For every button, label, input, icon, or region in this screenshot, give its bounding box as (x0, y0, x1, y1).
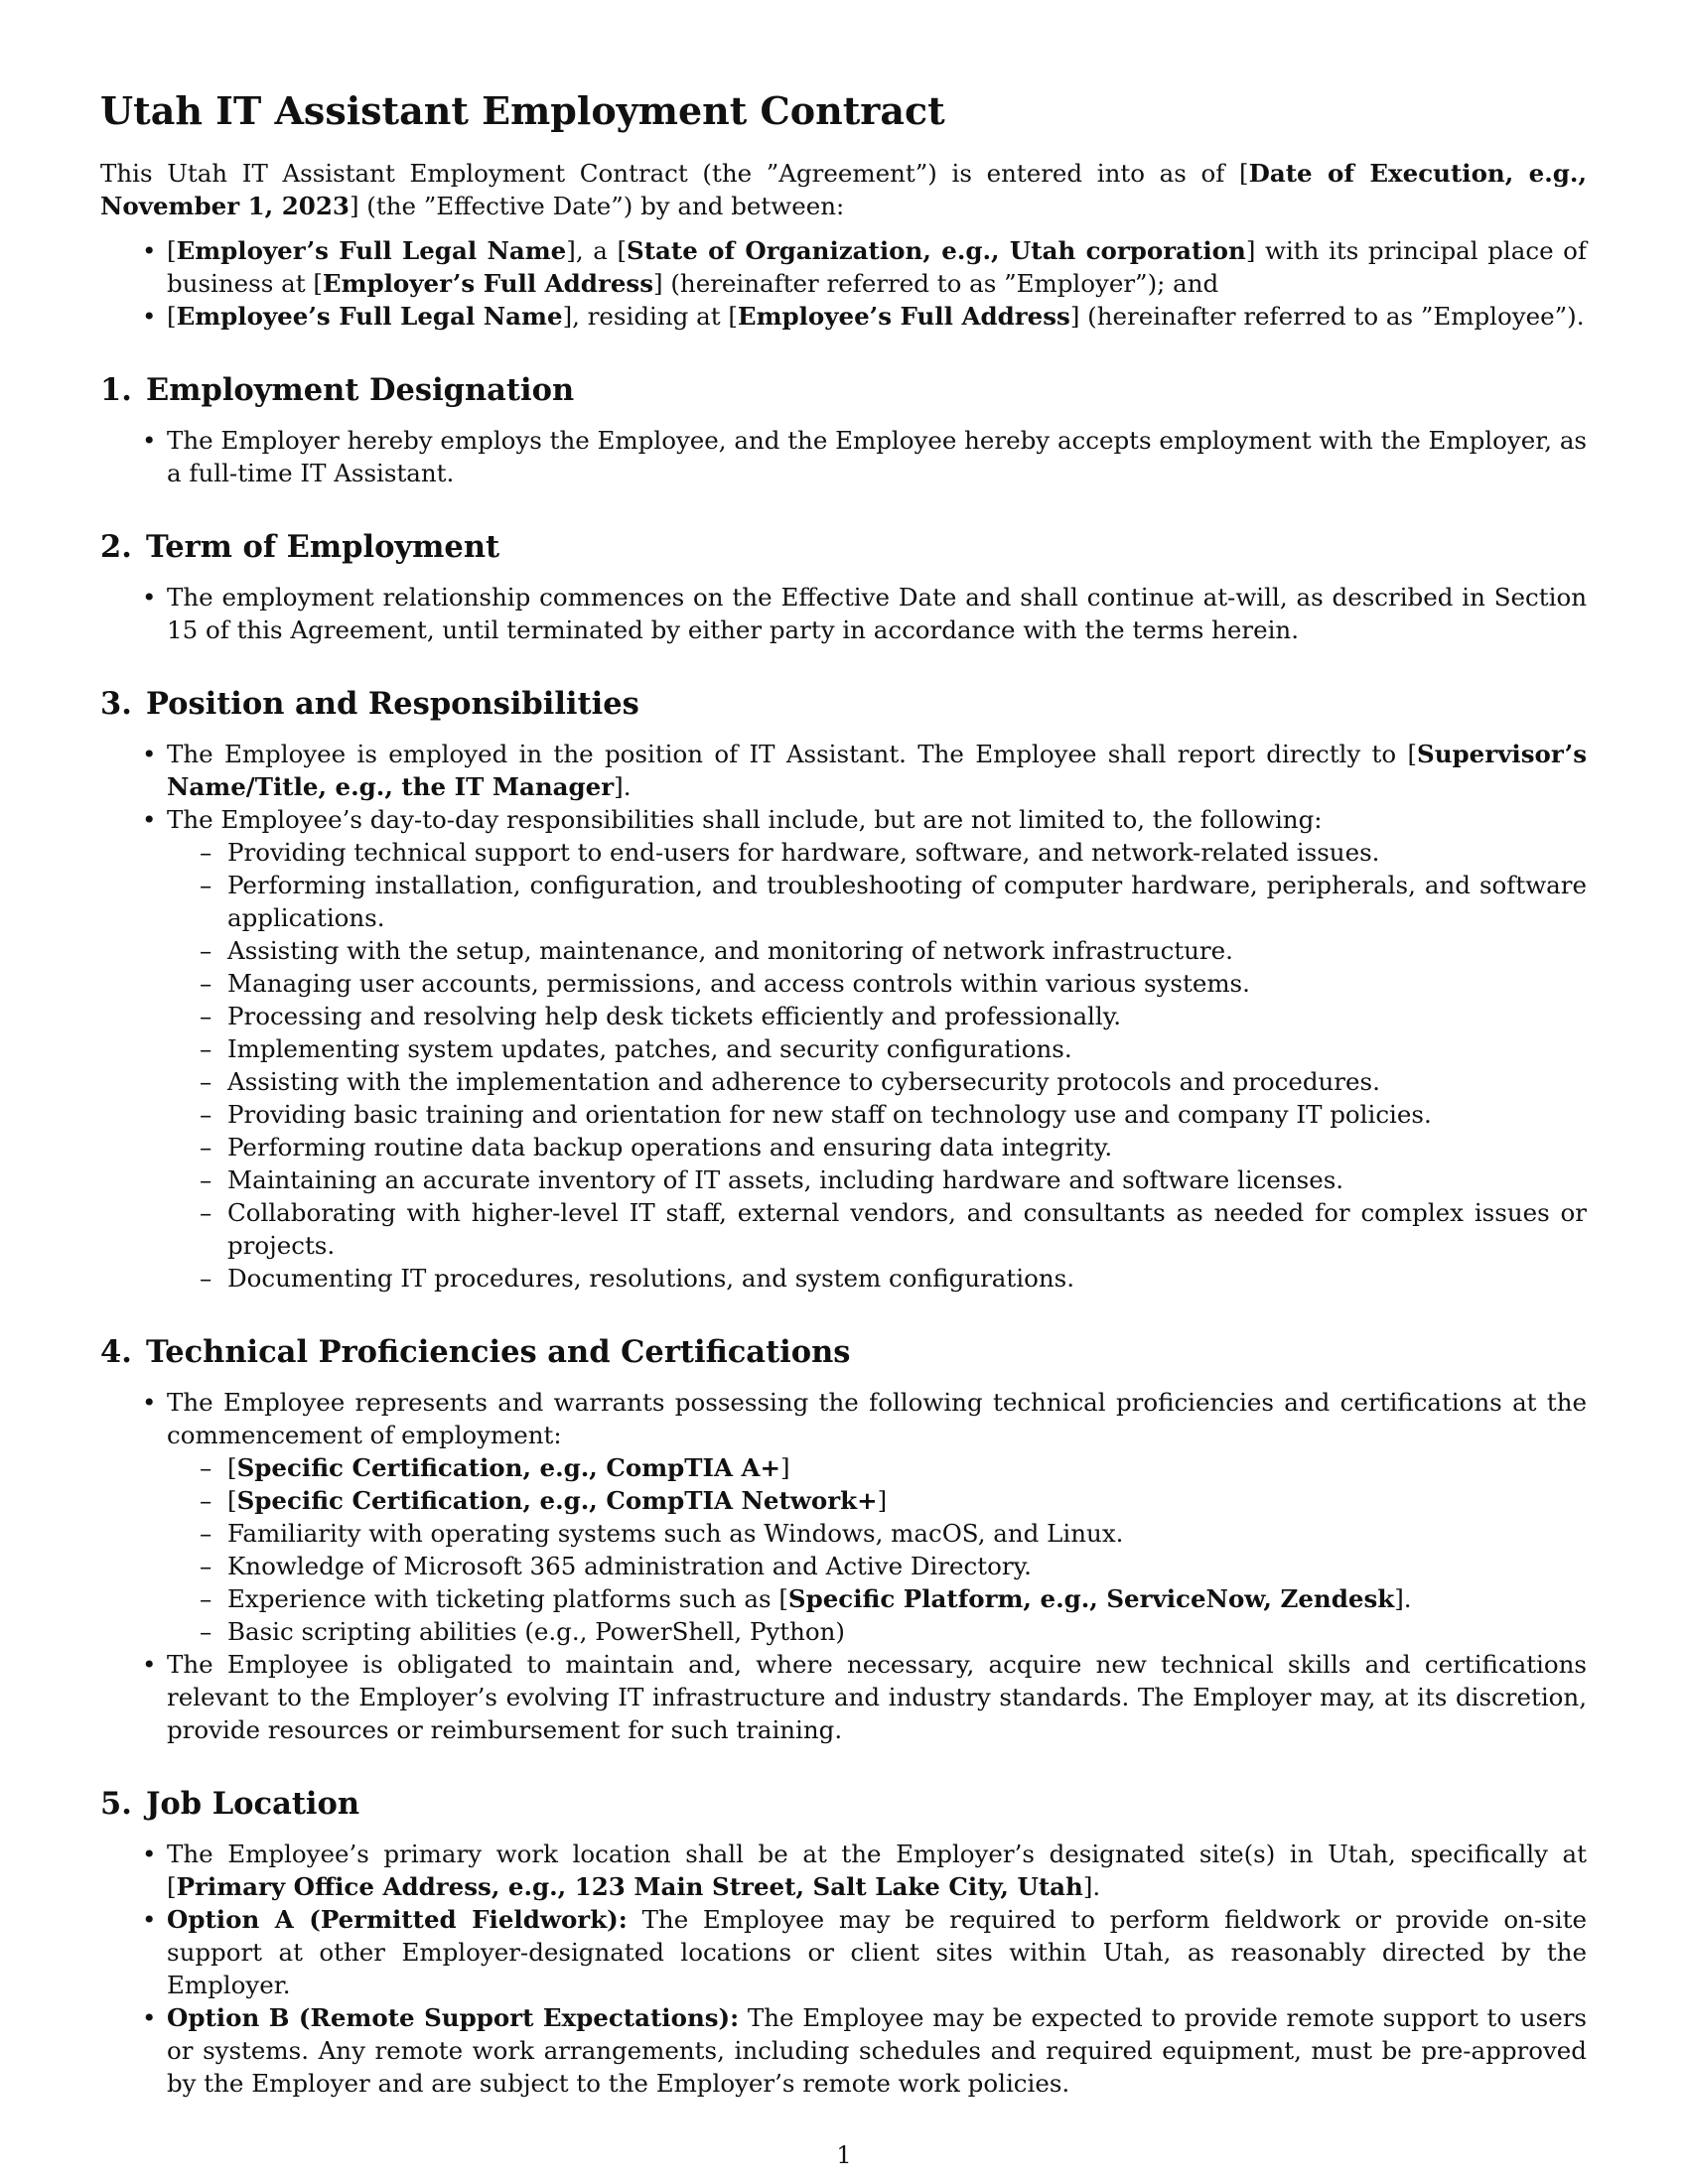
sub-list-item: – Assisting with the implementation and adherence to cybersecurity protocols and procedures. (227, 1065, 1587, 1098)
document-title: Utah IT Assistant Employment Contract (100, 88, 945, 133)
responsibilities-list (167, 836, 1587, 1295)
list-item: • The Employee’s day-to-day responsibilities shall include, but are not limited to, the following: – Providing technical support to end-users for hardware, software, and network-related issues. – Performing installation, configuration, and troubleshooting of computer hardware, peripherals, and software applications. – Assisting with the setup, maintenance, and monitoring of network infrastructure. – Managing user accounts, permissions, and access controls within various systems. – Processing and resolving help desk tickets efficiently and professionally. – Implementing system updates, patches, and security configurations. – Assisting with the implementation and adherence to cybersecurity protocols and procedures. – Providing basic training and orientation for new staff on technology use and company IT policies. – Performing routine data backup operations and ensuring data integrity. – Maintaining an accurate inventory of IT assets, including hardware and software licenses. – Collaborating with higher-level IT staff, external vendors, and consultants as needed for complex issues or projects. – Documenting IT procedures, resolutions, and system configurations. (167, 803, 1587, 1295)
sub-list-item: – Maintaining an accurate inventory of IT assets, including hardware and software licenses. (227, 1163, 1587, 1196)
list-item: • The Employee represents and warrants possessing the following technical proficiencies and certifications at the commencement of employment: – [Specific Certification, e.g., CompTIA A+] – [Specific Certification, e.g., CompTIA Network+] – Familiarity with operating systems such as Windows, macOS, and Linux. – Knowledge of Microsoft 365 administration and Active Directory. – Experience with ticketing platforms such as [Specific Platform, e.g., ServiceNow, Zendesk]. – Basic scripting abilities (e.g., PowerShell, Python) (167, 1386, 1587, 1648)
list-item: • The employment relationship commences on the Effective Date and shall continue at-will, as described in Section 15 of this Agreement, until terminated by either party in accordance with the terms herein. (167, 581, 1587, 646)
party-employer: • [Employer’s Full Legal Name], a [State of Organization, e.g., Utah corporation] with its principal place of business at [Employer’s Full Address] (hereinafter referred to as ”Employer”); and (167, 234, 1587, 300)
list-item: • The Employer hereby employs the Employee, and the Employee hereby accepts employment with the Employer, as a full-time IT Assistant. (167, 424, 1587, 489)
sub-list-item: – Documenting IT procedures, resolutions, and system configurations. (227, 1262, 1587, 1295)
parties-list (100, 234, 1587, 333)
section-1-list (100, 424, 1587, 489)
section-3-list (100, 738, 1587, 1295)
sub-list-item: – Familiarity with operating systems such as Windows, macOS, and Linux. (227, 1517, 1587, 1550)
sub-list-item: – Knowledge of Microsoft 365 administration and Active Directory. (227, 1550, 1587, 1582)
party-employee: • [Employee’s Full Legal Name], residing at [Employee’s Full Address] (hereinafter referred to as ”Employee”). (167, 300, 1587, 333)
sub-list-item: – Implementing system updates, patches, and security configurations. (227, 1032, 1587, 1065)
section-heading-3: 3. Position and Responsibilities (100, 686, 639, 722)
section-heading-1: 1. Employment Designation (100, 372, 575, 408)
list-item: • The Employee is obligated to maintain and, where necessary, acquire new technical skills and certifications relevant to the Employer’s evolving IT infrastructure and industry standards. The Employer may, at its discretion, provide resources or reimbursement for such training. (167, 1648, 1587, 1746)
sub-list-item: – Basic scripting abilities (e.g., PowerShell, Python) (227, 1615, 1587, 1648)
sub-list-item: – Experience with ticketing platforms such as [Specific Platform, e.g., ServiceNow, Zendesk]. (227, 1582, 1587, 1615)
sub-list-item: – Processing and resolving help desk tickets efficiently and professionally. (227, 1000, 1587, 1032)
sub-list-item: – Collaborating with higher-level IT staff, external vendors, and consultants as needed for complex issues or projects. (227, 1196, 1587, 1262)
document-page (100, 87, 1587, 2100)
intro-paragraph: This Utah IT Assistant Employment Contract (the ”Agreement”) is entered into as of [Date of Execution, e.g., November 1, 2023] (the ”Effective Date”) by and between: (100, 159, 1587, 220)
section-heading-5: 5. Job Location (100, 1786, 360, 1822)
sub-list-item: – [Specific Certification, e.g., CompTIA Network+] (227, 1484, 1587, 1517)
sub-list-item: – Managing user accounts, permissions, and access controls within various systems. (227, 967, 1587, 1000)
list-item: • The Employee’s primary work location shall be at the Employer’s designated site(s) in Utah, specifically at [Primary Office Address, e.g., 123 Main Street, Salt Lake City, Utah]. (167, 1838, 1587, 1903)
sub-list-item: – Providing basic training and orientation for new staff on technology use and company IT policies. (227, 1098, 1587, 1131)
sub-list-item: – Providing technical support to end-users for hardware, software, and network-related issues. (227, 836, 1587, 869)
sub-list-item: – Performing routine data backup operations and ensuring data integrity. (227, 1131, 1587, 1163)
sub-list-item: – Performing installation, configuration, and troubleshooting of computer hardware, peripherals, and software applications. (227, 869, 1587, 934)
sub-list-item: – Assisting with the setup, maintenance, and monitoring of network infrastructure. (227, 934, 1587, 967)
section-heading-4: 4. Technical Proficiencies and Certifications (100, 1334, 851, 1370)
section-heading-2: 2. Term of Employment (100, 529, 500, 565)
list-item: • Option B (Remote Support Expectations): The Employee may be expected to provide remote support to users or systems. Any remote work arrangements, including schedules and required equipment, must be pre-approved by the Employer and are subject to the Employer’s remote work policies. (167, 2001, 1587, 2100)
section-4-list (100, 1386, 1587, 1746)
page-number: 1 (836, 2141, 852, 2169)
sub-list-item: – [Specific Certification, e.g., CompTIA A+] (227, 1451, 1587, 1484)
section-2-list (100, 581, 1587, 646)
list-item: • The Employee is employed in the position of IT Assistant. The Employee shall report directly to [Supervisor’s Name/Title, e.g., the IT Manager]. (167, 738, 1587, 803)
section-5-list (100, 1838, 1587, 2100)
list-item: • Option A (Permitted Fieldwork): The Employee may be required to perform fieldwork or provide on-site support at other Employer-designated locations or client sites within Utah, as reasonably directed by the Employer. (167, 1903, 1587, 2001)
certifications-list (167, 1451, 1587, 1648)
